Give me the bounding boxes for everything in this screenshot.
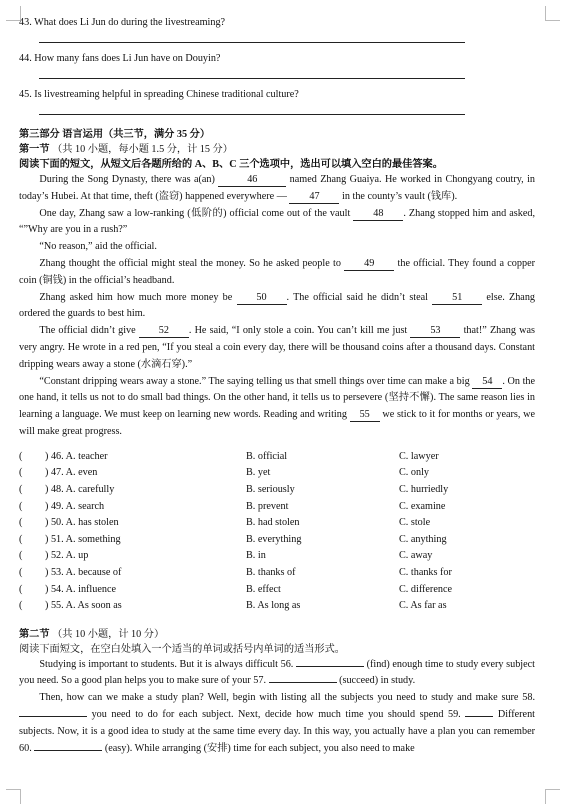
passage-paragraph: [19, 290, 535, 324]
choice-c[interactable]: C. stole: [399, 517, 431, 529]
cloze-passage: [19, 172, 535, 441]
passage-text: . On the one hand, it tells us not to do small bad things. On the other hand, it tells us to persevere (坚持不懈). The same reason lies in learning a language. We must keep on learning new words. Reading and writing: [19, 375, 536, 421]
choice-c[interactable]: C. lawyer: [399, 450, 439, 462]
blank-49[interactable]: 49: [344, 258, 394, 271]
passage-paragraph: [19, 374, 535, 441]
blank-51[interactable]: 51: [432, 292, 482, 305]
passage-text: . Zhang stopped him and asked, “”Why are you in a rush?”: [19, 207, 535, 236]
section2-label: 第二节: [19, 628, 50, 640]
answer-bracket[interactable]: (: [19, 467, 23, 479]
passage-text: Then, how can we make a study plan? Well, begin with listing all the subjects you need to study and make sure 58.: [39, 692, 535, 704]
choice-c[interactable]: C. away: [399, 550, 433, 562]
choice-a[interactable]: ) 46. A. teacher: [45, 450, 108, 462]
choice-b[interactable]: B. official: [246, 450, 288, 462]
passage-text: (succeed) in study.: [339, 675, 416, 687]
blank-52[interactable]: 52: [139, 325, 189, 338]
answer-bracket[interactable]: (: [19, 533, 23, 545]
passage-text: . He said, “I only stole a coin. You can’t kill me just: [188, 325, 408, 337]
section1-note: （共 10 小题，每小题 1.5 分，计 15 分）: [52, 144, 233, 155]
section2-title: [19, 627, 535, 642]
passage-text: “Constant dripping wears away a stone.” The saying telling us that smell things over time can make a big: [39, 375, 470, 387]
choice-a[interactable]: ) 48. A. carefully: [45, 483, 115, 495]
page-corner-mark: [545, 6, 560, 21]
blank-48[interactable]: 48: [353, 208, 403, 221]
question-45: 45. Is livestreaming helpful in spreading Chinese traditional culture?: [19, 89, 299, 100]
choice-b[interactable]: B. prevent: [246, 500, 289, 512]
answer-bracket[interactable]: (: [19, 550, 23, 562]
choice-b[interactable]: B. seriously: [246, 483, 295, 495]
part3-title: 第三部分 语言运用（共三节，满分 35 分）: [19, 129, 211, 140]
choice-a[interactable]: ) 54. A. influence: [45, 583, 117, 595]
section2-paragraph: [19, 690, 535, 757]
blank-53[interactable]: 53: [410, 325, 460, 338]
choice-row: [19, 465, 535, 482]
passage-paragraph: [19, 172, 535, 206]
passage-text: Different subjects. Now, it is a good idea to study at the same time every day. In this way, you actually have a plan you can remember 60.: [19, 709, 535, 754]
choice-b[interactable]: B. yet: [246, 467, 271, 479]
section2-instructions: 阅读下面短文，在空白处填入一个适当的单词或括号内单词的适当形式。: [19, 643, 345, 655]
choice-a[interactable]: ) 53. A. because of: [45, 566, 122, 578]
choice-row: [19, 449, 535, 466]
section1-instructions: 阅读下面的短文，从短文后各题所给的 A、B、C 三个选项中，选出可以填入空白的最佳答案。: [19, 159, 443, 170]
passage-text: (find) enough time to study every subject you need. So a good plan helps you to make sure of your 57.: [19, 658, 535, 687]
answer-line-44[interactable]: [39, 66, 465, 79]
passage-text: we stick to it for months or years, we will make great progress.: [19, 409, 536, 437]
choice-b[interactable]: B. everything: [246, 533, 302, 545]
passage-text: Zhang thought the official might steal the money. So he asked people to: [39, 257, 341, 269]
passage-text: else. Zhang ordered the guards to best him.: [19, 291, 536, 320]
choice-c[interactable]: C. anything: [399, 533, 447, 545]
answer-bracket[interactable]: (: [19, 483, 23, 495]
section1-title: [19, 142, 535, 157]
passage-text: in the county’s vault (钱库).: [342, 190, 458, 202]
section2-paragraph: [19, 657, 535, 691]
passage-paragraph: [19, 206, 535, 240]
choice-row: [19, 565, 535, 582]
passage-text: Zhang asked him how much more money be: [39, 291, 233, 303]
page-corner-mark: [545, 789, 560, 804]
choice-a[interactable]: ) 51. A. something: [45, 533, 121, 545]
choice-b[interactable]: B. effect: [246, 583, 281, 595]
choice-row: [19, 515, 535, 532]
choice-c[interactable]: C. examine: [399, 500, 446, 512]
section2: [19, 627, 535, 758]
choice-row: [19, 598, 535, 615]
passage-text: that!” Zhang was very angry. He wrote in a red pen, “If you steal a coin every day, there will be thousand coins after a thousand days. Constant dripping wears away a stone (水滴石穿).”: [19, 325, 535, 370]
answer-bracket[interactable]: (: [19, 600, 23, 612]
blank-57[interactable]: [269, 682, 337, 683]
section2-note: （共 10 小题，计 10 分）: [52, 628, 165, 640]
passage-paragraph: [19, 256, 535, 290]
choice-a[interactable]: ) 50. A. has stolen: [45, 517, 119, 529]
answer-bracket[interactable]: (: [19, 450, 23, 462]
passage-paragraph: “No reason,” aid the official.: [39, 241, 157, 253]
passage-text: One day, Zhang saw a low-ranking (低阶的) official come out of the vault: [39, 207, 351, 219]
blank-59[interactable]: [465, 716, 493, 717]
passage-text: (easy). While arranging (安排) time for each subject, you also need to make: [104, 742, 415, 754]
answer-bracket[interactable]: (: [19, 500, 23, 512]
choice-b[interactable]: B. had stolen: [246, 517, 300, 529]
blank-46[interactable]: 46: [218, 174, 286, 187]
choice-a[interactable]: ) 47. A. even: [45, 467, 98, 479]
passage-text: . The official said he didn’t steal: [286, 291, 428, 303]
answer-line-45[interactable]: [39, 102, 465, 115]
answer-line-43[interactable]: [39, 30, 465, 43]
answer-bracket[interactable]: (: [19, 566, 23, 578]
passage-text: named Zhang Guaiya. He worked in Chongyang coutry, in today’s Hubei. At that time, theft (盗窃) happened everywhere —: [19, 174, 536, 202]
blank-50[interactable]: 50: [237, 292, 287, 305]
exam-page: [19, 16, 535, 757]
blank-47[interactable]: 47: [289, 191, 339, 204]
choice-b[interactable]: B. in: [246, 550, 266, 562]
choice-b[interactable]: B. As long as: [246, 600, 301, 612]
choice-a[interactable]: ) 52. A. up: [45, 550, 89, 562]
question-44: 44. How many fans does Li Jun have on Douyin?: [19, 53, 221, 64]
blank-54[interactable]: 54: [472, 376, 502, 389]
choice-row: [19, 582, 535, 599]
passage-text: you need to do for each subject. Next, decide how much time you should spend 59.: [91, 709, 461, 721]
choice-row: [19, 532, 535, 549]
passage-paragraph: [19, 323, 535, 373]
choice-c[interactable]: C. only: [399, 467, 430, 479]
page-corner-mark: [6, 789, 21, 804]
choice-c[interactable]: C. thanks for: [399, 566, 452, 578]
choice-row: [19, 548, 535, 565]
passage-text: the official. They found a copper coin (铜钱) in the official’s headband.: [19, 257, 535, 286]
answer-bracket[interactable]: (: [19, 583, 23, 595]
choice-row: [19, 482, 535, 499]
blank-58[interactable]: [19, 716, 87, 717]
choice-a[interactable]: ) 55. A. As soon as: [45, 600, 122, 612]
choice-c[interactable]: C. As far as: [399, 600, 447, 612]
choice-a[interactable]: ) 49. A. search: [45, 500, 105, 512]
blank-56[interactable]: [296, 666, 364, 667]
answer-bracket[interactable]: (: [19, 517, 23, 529]
blank-55[interactable]: 55: [350, 409, 380, 422]
section1-label: 第一节: [19, 144, 50, 155]
question-43: 43. What does Li Jun do during the livestreaming?: [19, 17, 226, 28]
passage-text: Studying is important to students. But it is always difficult 56.: [39, 658, 294, 670]
choice-c[interactable]: C. difference: [399, 583, 452, 595]
choice-b[interactable]: B. thanks of: [246, 566, 296, 578]
passage-text: During the Song Dynasty, there was a(an): [39, 174, 215, 185]
blank-60[interactable]: [34, 750, 102, 751]
choice-c[interactable]: C. hurriedly: [399, 483, 449, 495]
answer-choices: [19, 449, 535, 615]
choice-row: [19, 499, 535, 516]
passage-text: The official didn’t give: [39, 325, 136, 337]
